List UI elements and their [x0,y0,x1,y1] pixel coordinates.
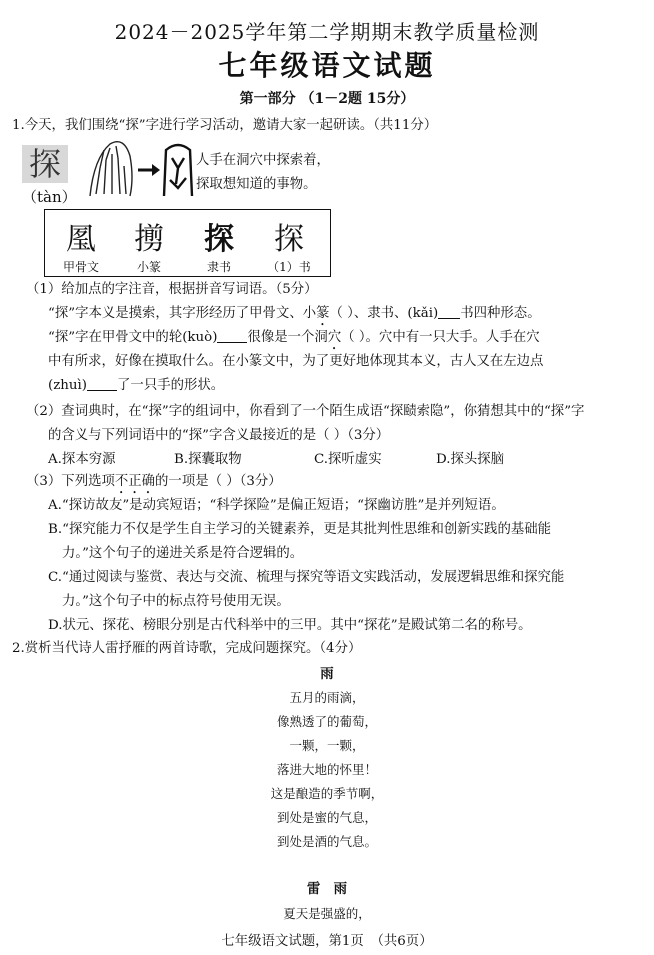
q1-sub3-option-c-2: 力。”这个句子中的标点符号使用无误。 [62,594,290,609]
tan-desc-2: 探取想知道的事物。 [196,177,317,192]
regular-label: （1）书 [267,260,311,274]
q1-sub1-line1 [48,305,541,329]
q1-sub2-option-c: C.探听虚实 [314,452,382,467]
text: 书四种形态。 [460,306,541,321]
clerical-label: 隶书 [206,260,231,274]
text: “探”字在甲骨文中的轮(kuò) [48,330,218,345]
poem1-line: 像熟透了的葡萄， [276,714,377,729]
q1-sub1-line4 [48,377,224,395]
exam-subtitle: 七年级语文试题 [218,49,436,82]
poem1-line: 落进大地的怀里！ [276,762,377,777]
poem1-line: 五月的雨滴， [289,690,365,705]
script-evolution-box [44,209,331,277]
tan-desc-1: 人手在洞穴中探索着， [196,153,330,168]
poem1-line: 一颗，一颗， [289,738,365,753]
oracle-tan-glyph-icon [164,145,192,196]
poem2-line: 夏天是强盛的， [283,906,371,921]
text: （ ）、隶书、(kǎi) [329,306,439,321]
dotted-char: 篆 [316,306,330,321]
q1-sub1-stem: （1）给加点的字注音，根据拼音写词语。（5分） [26,282,318,297]
dotted-char: 穴 [327,330,342,345]
oracle-glyph: 㓘 [66,222,96,257]
section-heading: 第一部分 （1－2题 15分） [239,91,415,107]
text: 很像是一个洞 [247,330,328,345]
q1-sub2-option-a: A.探本穷源 [48,452,116,467]
poem2-title: 雷 雨 [306,881,348,897]
seal-label: 小篆 [136,260,161,274]
text: 的一项是（ ）（3分） [155,474,282,489]
text: （3）下列选项 [26,474,115,489]
q2-stem: 2.赏析当代诗人雷抒雁的两首诗歌，完成问题探究。（4分） [12,641,362,656]
dotted-text: 不正确 [114,474,156,489]
q1-sub3-option-b-1: B.“探究能力不仅是学生自主学习的关键素养，更是其批判性思维和创新实践的基础能 [48,522,552,537]
page-footer: 七年级语文试题，第1页 （共6页） [221,934,433,949]
q1-sub3-option-c-1: C.“通过阅读与鉴赏、表达与交流、梳理与探究等语文实践活动，发展逻辑思维和探究能 [48,570,565,585]
poem1-title: 雨 [320,666,334,682]
q1-sub3-option-d: D.状元、探花、榜眼分别是古代科举中的三甲。其中“探花”是殿试第二名的称号。 [48,618,532,633]
tan-character-box: 探 [22,145,68,183]
text: “探”字本义是摸索，其字形经历了甲骨文、小 [48,306,317,321]
q1-sub1-line2 [48,329,540,353]
cave-hand-illustration [86,138,198,200]
seal-glyph: 㨵 [134,222,164,257]
cave-icon [90,142,132,196]
q1-sub2-line1: （2）查词典时，在“探”字的组词中，你看到了一个陌生成语“探赜索隐”，你猜想其中的“探”字 [26,404,585,419]
q1-sub2-option-d: D.探头探脑 [436,452,505,467]
blank-kuo[interactable] [217,329,247,343]
q1-sub3-option-b-2: 力。”这个句子的递进关系是符合逻辑的。 [62,546,304,561]
text: (zhuì) [48,378,88,393]
blank-zhui[interactable] [87,377,117,391]
poem1-line: 到处是蜜的气息， [276,810,377,825]
text: （ ）。穴中有一只大手。人手在穴 [341,330,540,345]
blank-kai[interactable] [438,305,460,319]
exam-title: 2024－2025学年第二学期期末教学质量检测 [114,20,540,44]
q1-stem: 1.今天，我们围绕“探”字进行学习活动，邀请大家一起研读。（共11分） [12,118,438,133]
regular-glyph: 探 [274,222,304,257]
q1-sub1-line3: 中有所求，好像在摸取什么。在小篆文中，为了更好地体现其本义，古人又在左边点 [48,354,544,369]
poem1-line: 这是酿造的季节啊， [270,786,384,801]
q1-sub2-option-b: B.探囊取物 [174,452,242,467]
q1-sub3-option-a: A.“探访故友”是动宾短语；“科学探险”是偏正短语；“探幽访胜”是并列短语。 [48,498,505,513]
text: 了一只手的形状。 [117,378,225,393]
arrow-icon [138,164,160,176]
clerical-glyph: 探 [204,222,234,257]
oracle-label: 甲骨文 [62,260,99,274]
tan-pinyin: （tàn） [22,188,77,206]
q1-sub2-line2: 的含义与下列词语中的“探”字含义最接近的是（ ）（3分） [48,428,390,443]
poem1-line: 到处是酒的气息。 [276,834,377,849]
q1-sub3-stem [26,473,282,497]
